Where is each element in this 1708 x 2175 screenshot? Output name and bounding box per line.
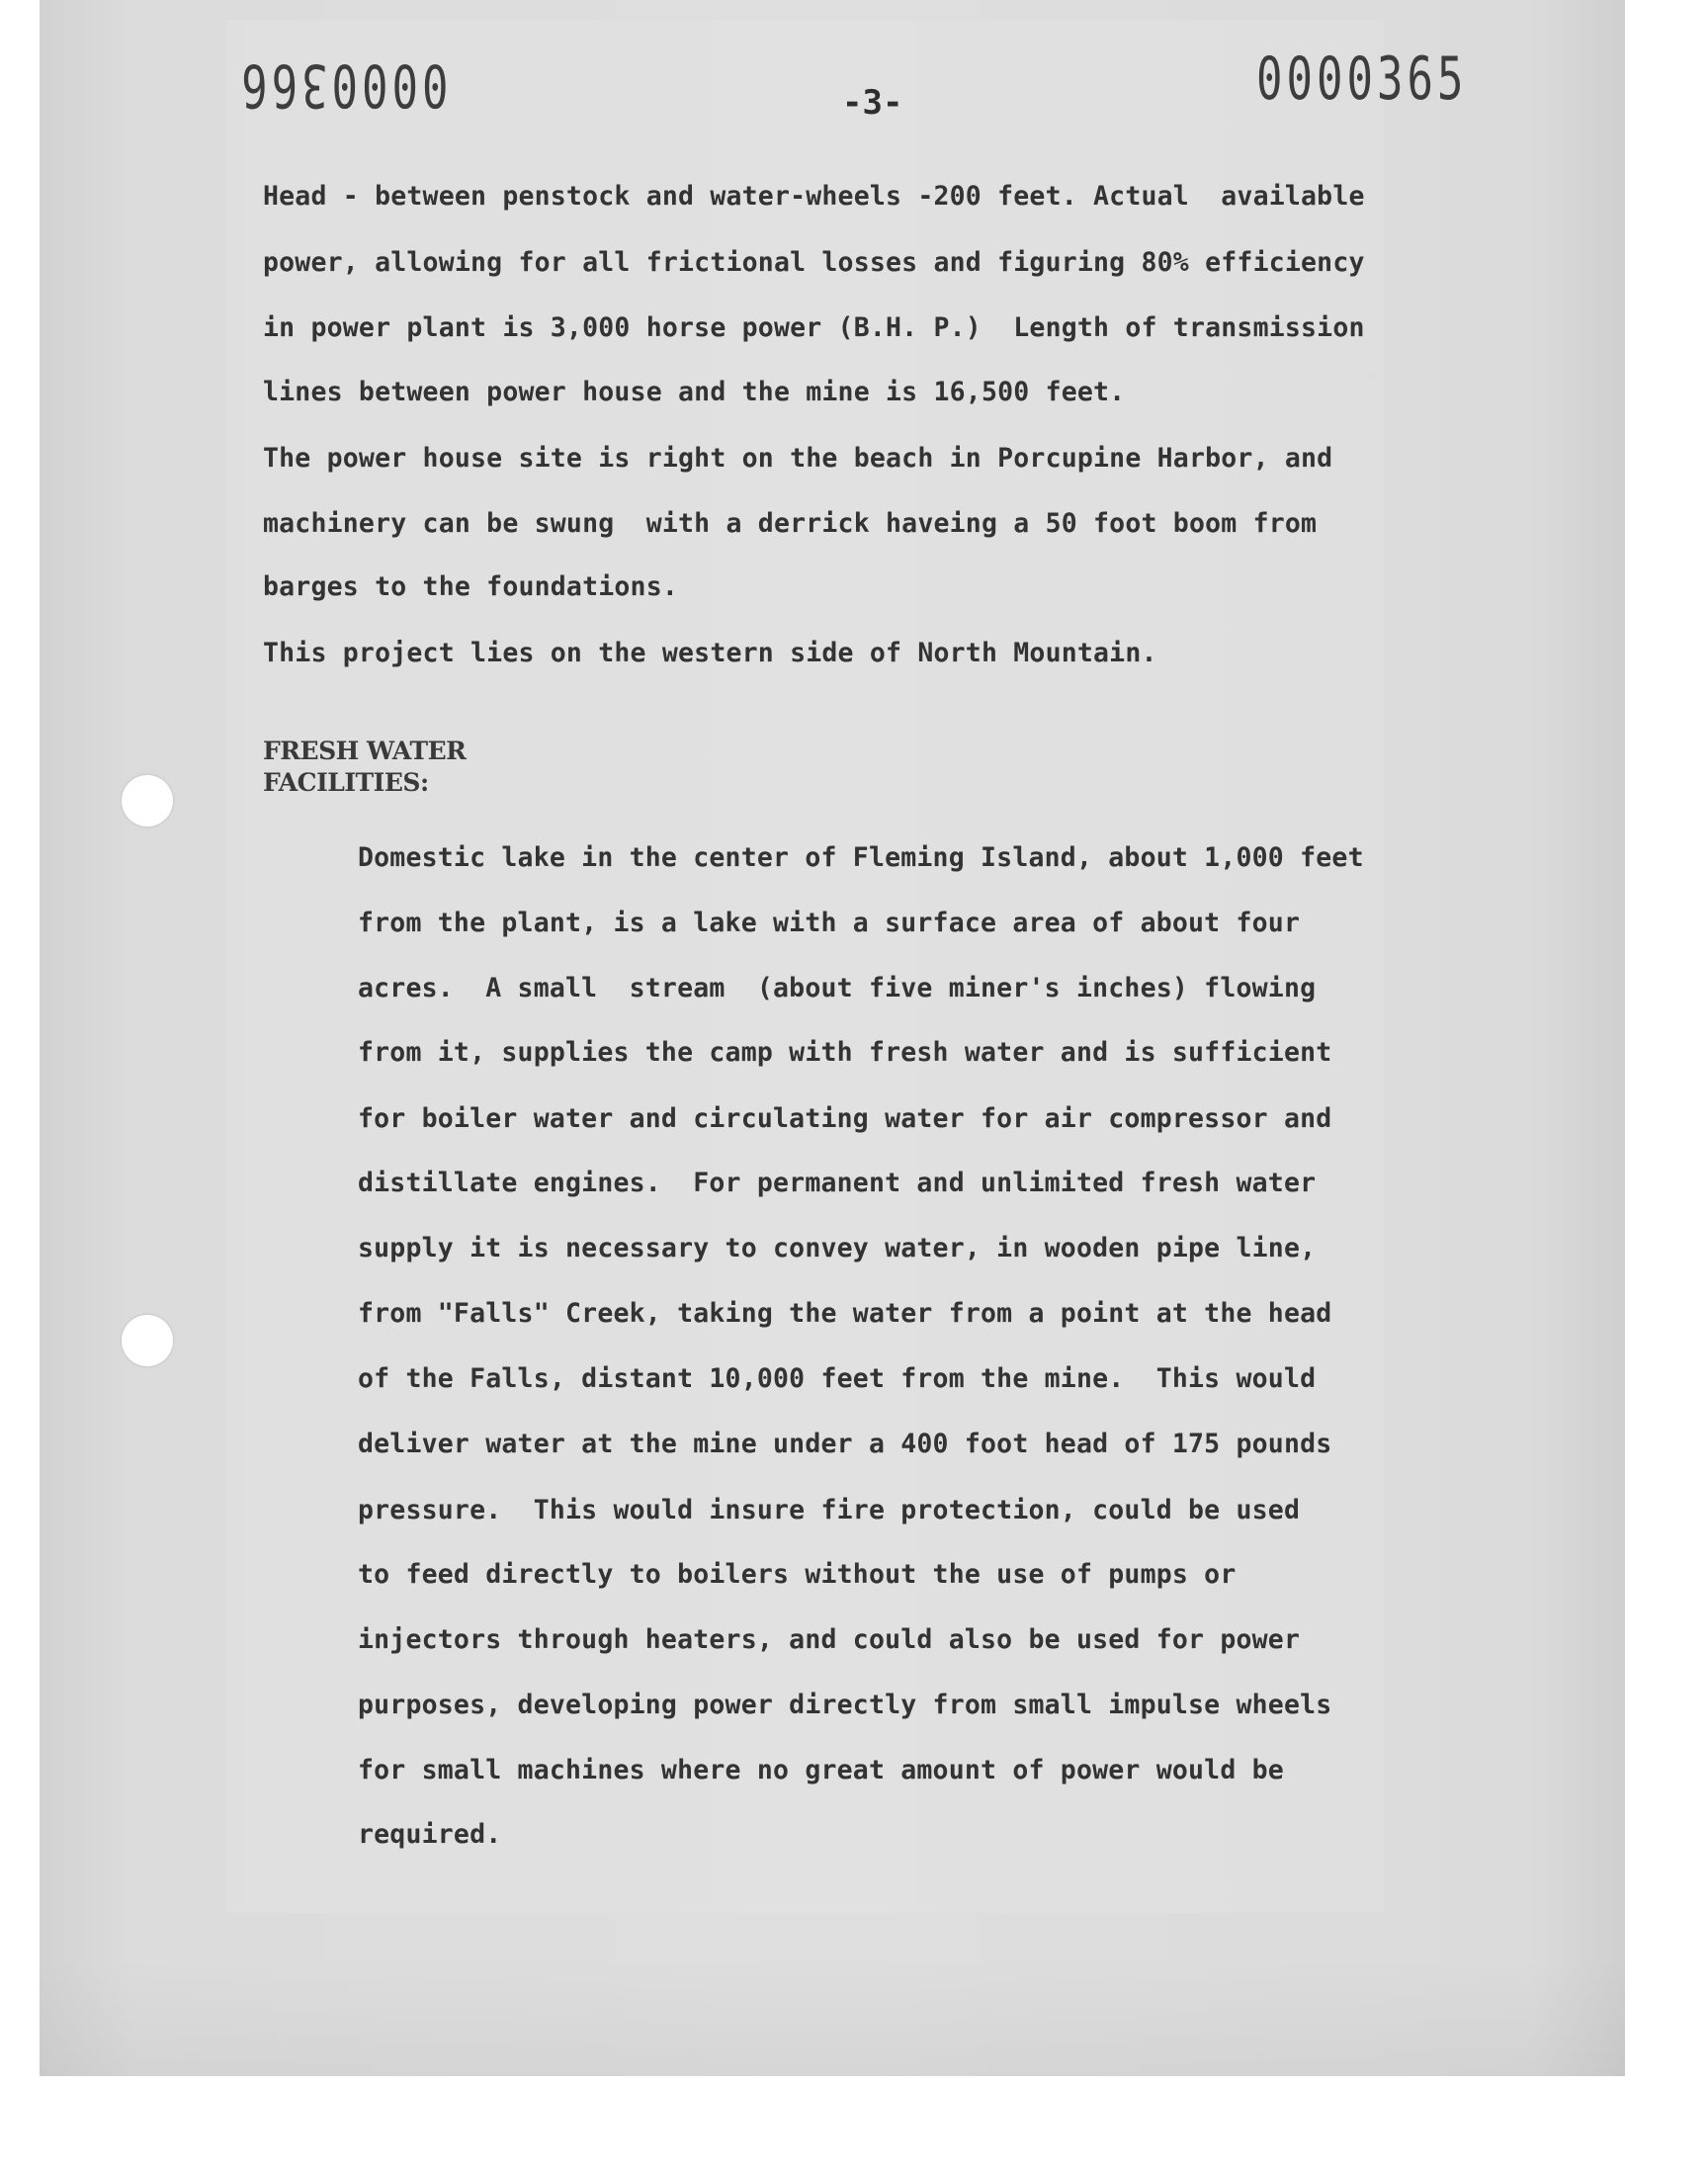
- text-line: This project lies on the western side of North Mountain.: [263, 638, 1157, 668]
- document-stamp-right: 0000365: [1256, 45, 1468, 114]
- text-line: purposes, developing power directly from small impulse wheels: [358, 1690, 1332, 1720]
- text-line: from "Falls" Creek, taking the water from a point at the head: [358, 1298, 1332, 1329]
- binder-hole: [122, 775, 173, 826]
- text-line: Domestic lake in the center of Fleming Island, about 1,000 feet: [358, 842, 1364, 873]
- text-line: pressure. This would insure fire protection, could be used: [358, 1495, 1301, 1525]
- text-line: barges to the foundations.: [263, 571, 679, 602]
- text-line: in power plant is 3,000 horse power (B.H. P.) Length of transmission: [263, 312, 1365, 343]
- section-heading: FACILITIES:: [263, 768, 429, 797]
- text-line: to feed directly to boilers without the use of pumps or: [358, 1559, 1237, 1590]
- text-line: machinery can be swung with a derrick haveing a 50 foot boom from: [263, 508, 1318, 539]
- text-line: power, allowing for all frictional losses and figuring 80% efficiency: [263, 247, 1365, 278]
- text-line: lines between power house and the mine is 16,500 feet.: [263, 377, 1126, 407]
- section-heading: FRESH WATER: [263, 737, 467, 765]
- document-stamp-left: 0000366: [237, 50, 449, 119]
- text-line: Head - between penstock and water-wheels -200 feet. Actual available: [263, 181, 1365, 212]
- text-line: for boiler water and circulating water for air compressor and: [358, 1103, 1332, 1134]
- binder-hole: [122, 1315, 173, 1366]
- text-line: supply it is necessary to convey water, in wooden pipe line,: [358, 1233, 1317, 1263]
- text-line: from it, supplies the camp with fresh water and is sufficient: [358, 1037, 1332, 1068]
- text-line: The power house site is right on the beach in Porcupine Harbor, and: [263, 443, 1333, 474]
- text-line: injectors through heaters, and could also be used for power: [358, 1624, 1301, 1655]
- text-line: distillate engines. For permanent and unlimited fresh water: [358, 1168, 1317, 1198]
- scanned-page: [40, 0, 1625, 2076]
- text-line: acres. A small stream (about five miner's inches) flowing: [358, 973, 1317, 1003]
- text-line: for small machines where no great amount of power would be: [358, 1755, 1284, 1785]
- text-line: of the Falls, distant 10,000 feet from the mine. This would: [358, 1363, 1317, 1394]
- page-number: -3-: [842, 83, 903, 123]
- text-line: from the plant, is a lake with a surface area of about four: [358, 908, 1301, 938]
- text-line: required.: [358, 1819, 502, 1850]
- text-line: deliver water at the mine under a 400 foot head of 175 pounds: [358, 1429, 1332, 1459]
